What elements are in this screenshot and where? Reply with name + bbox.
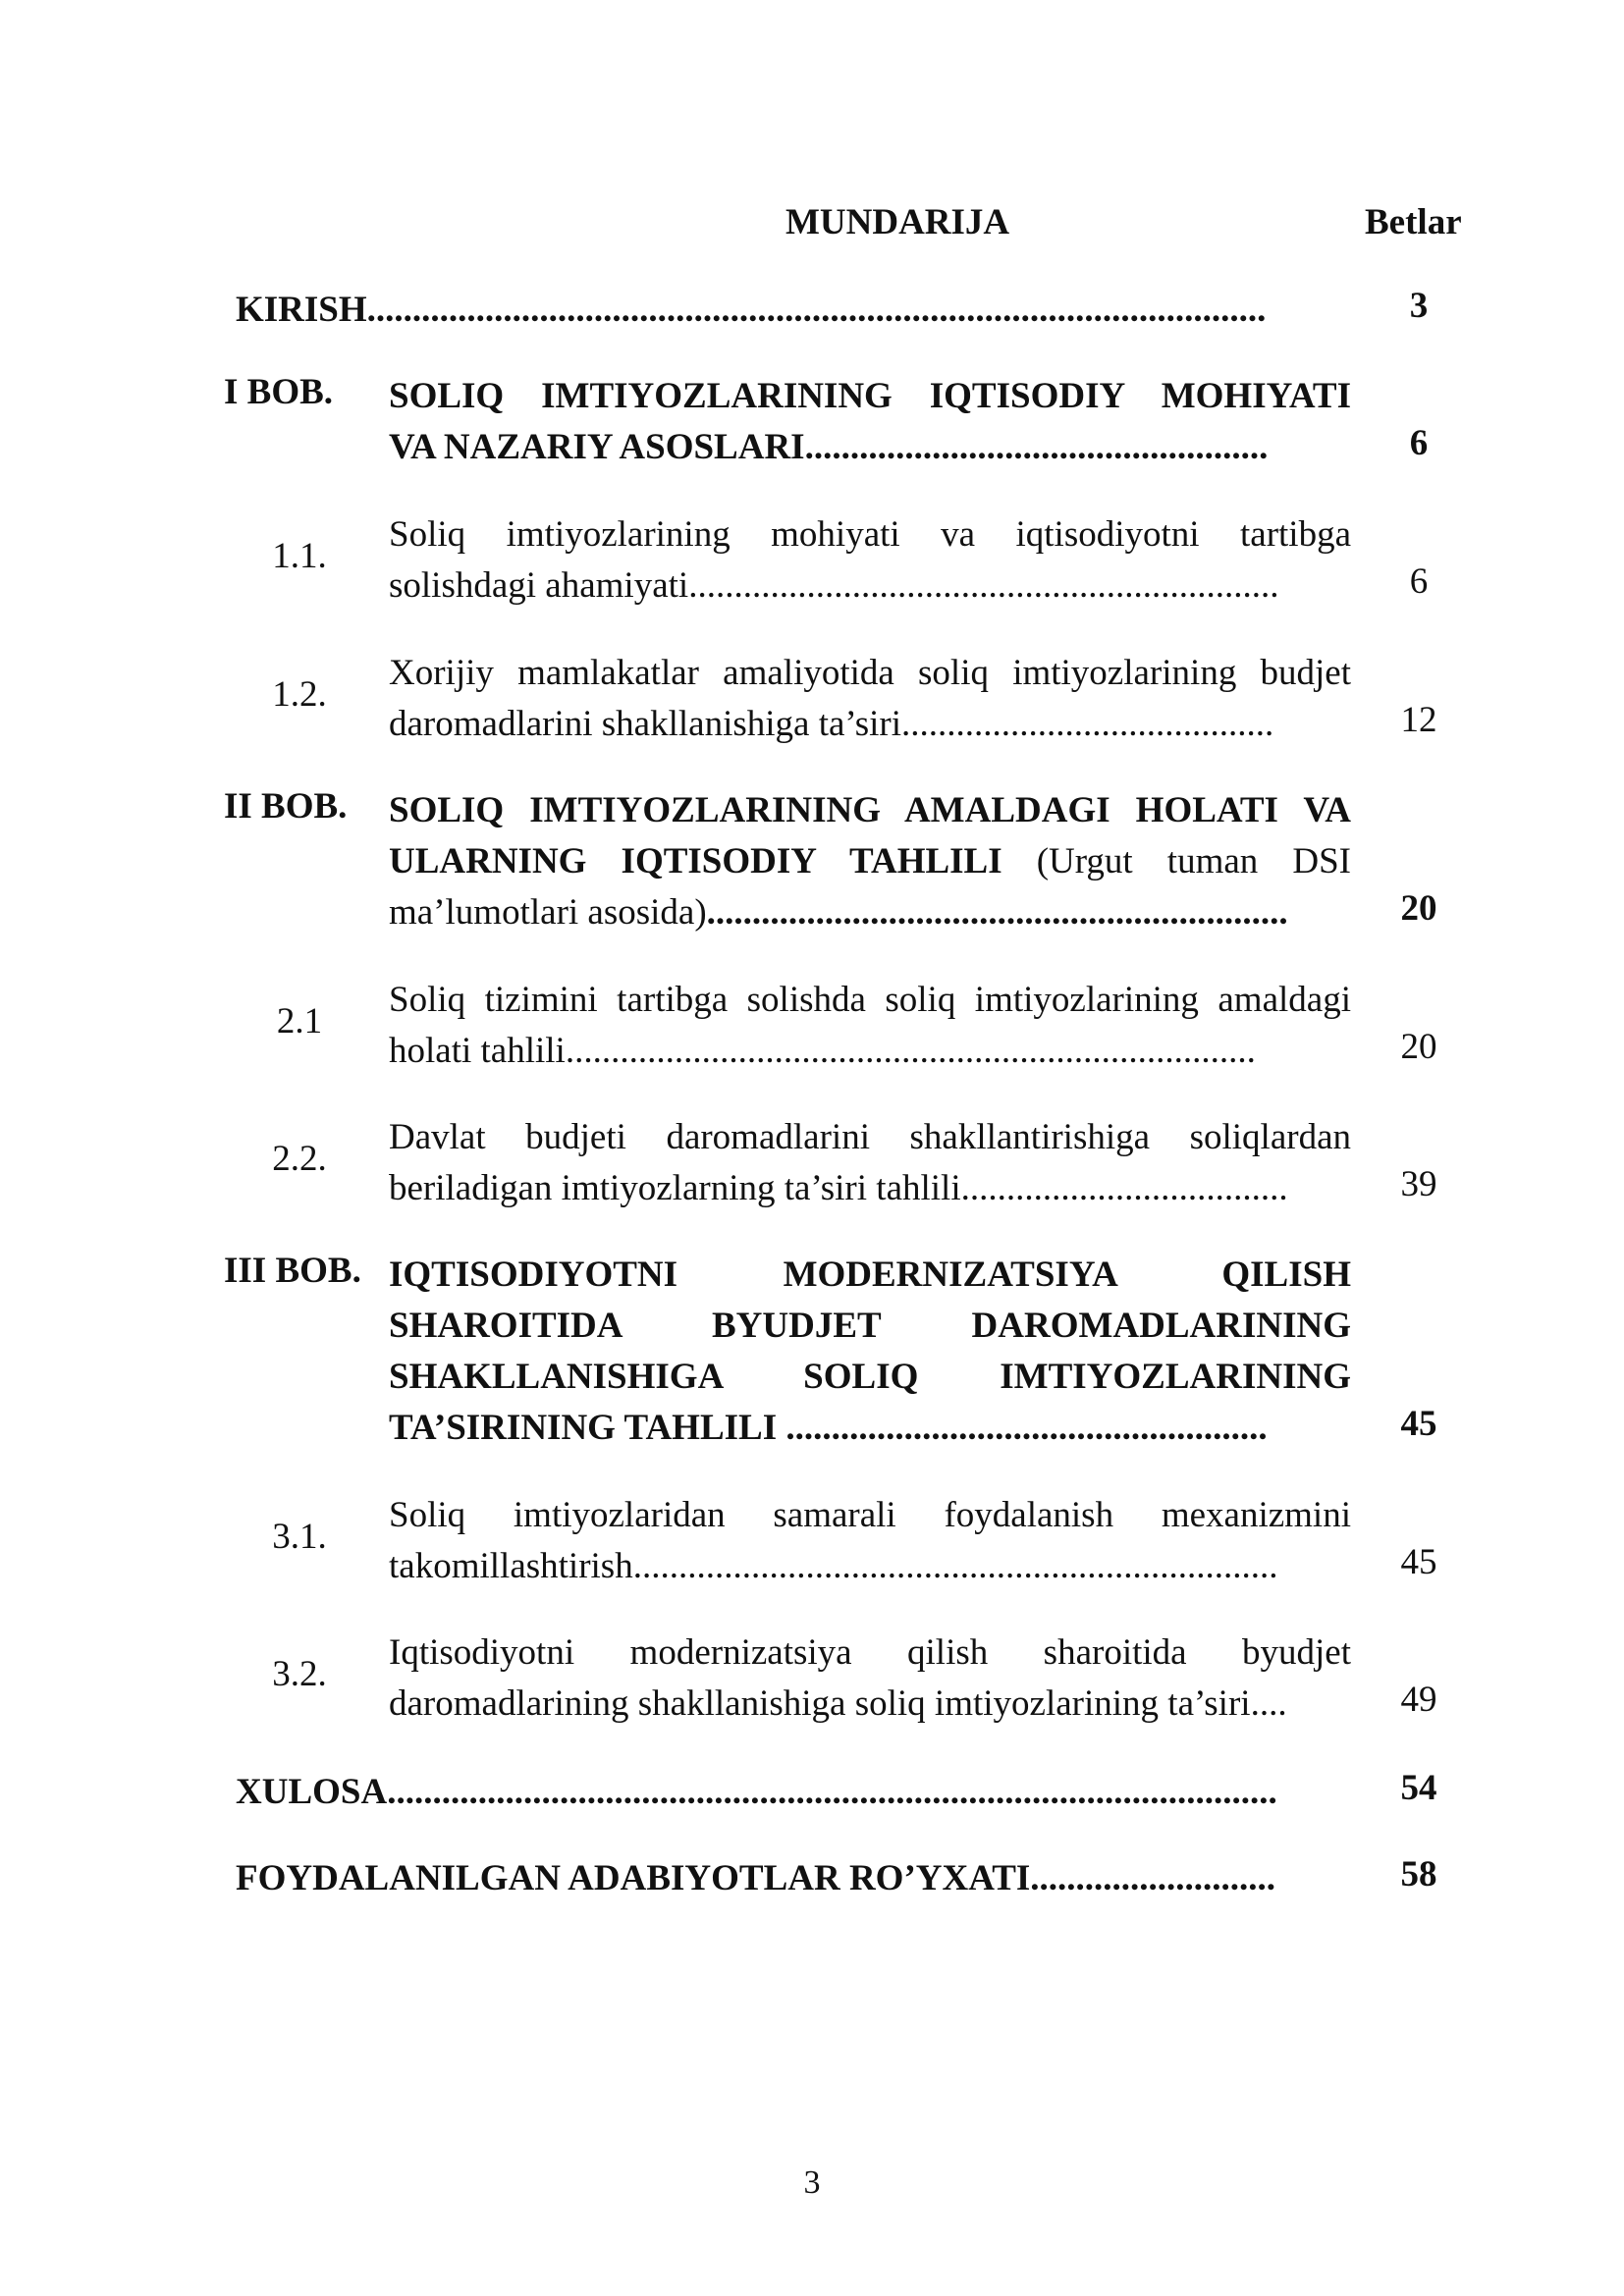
toc-header [0,201,1624,250]
leader-dots: ................................................................................................... [366,290,1267,330]
section-label: 1.2. [272,674,327,715]
entry-line: Xorijiy mamlakatlar amaliyotida soliq imtiyozlarining budjet [389,653,1351,693]
section-label: 3.2. [272,1654,327,1694]
leader-dots: ................................................................ [706,892,1288,933]
leader-dots: .................................................................................................. [387,1772,1277,1812]
entry-line: takomillashtirish [389,1546,633,1586]
entry-title: FOYDALANILGAN ADABIYOTLAR RO’YXATI [236,1858,1031,1898]
entry-line: IQTISODIYOTNI MODERNIZATSIYA QILISH [389,1255,1351,1295]
pages-column-header: Betlar [1365,202,1462,242]
section-label: 3.1. [272,1517,327,1557]
page-number: 45 [1400,1542,1437,1582]
section-label: 2.1 [276,1001,323,1041]
entry-line: holati tahlili [389,1031,566,1071]
entry-line: Soliq imtiyozlaridan samarali foydalanish mexanizmini [389,1495,1351,1535]
toc-title: MUNDARIJA [785,202,1010,242]
page-number: 49 [1400,1680,1437,1720]
entry-line: SHAKLLANISHIGA SOLIQ IMTIYOZLARINING [389,1357,1351,1397]
page-footer-number: 3 [803,2164,821,2201]
entry-line: SOLIQ IMTIYOZLARINING IQTISODIY MOHIYATI [389,376,1351,416]
leader-dots: ......................................... [900,704,1274,744]
page-number: 54 [1400,1768,1437,1808]
entry-line: solishdagi ahamiyati [389,565,689,606]
leader-dots: .... [1250,1683,1287,1724]
entry-line: daromadlarini shakllanishiga ta’siri [389,704,901,744]
section-label: 2.2. [272,1139,327,1179]
page-number: 3 [1409,286,1429,326]
entry-line: daromadlarining shakllanishiga soliq imtiyozlarining ta’siri [389,1683,1251,1724]
leader-dots: ................................................................. [688,565,1279,606]
leader-dots: .................................... [960,1168,1288,1208]
page-number: 45 [1400,1404,1437,1444]
entry-line: VA NAZARIY ASOSLARI [389,427,805,467]
entry-line: Soliq tizimini tartibga solishda soliq imtiyozlarining amaldagi [389,980,1351,1020]
page-number: 6 [1409,561,1429,602]
entry-line: TA’SIRINING TAHLILI [389,1408,786,1448]
page-number: 20 [1400,1027,1437,1067]
page-number: 58 [1400,1854,1437,1895]
entry-line: Iqtisodiyotni modernizatsiya qilish sharoitida byudjet [389,1632,1351,1673]
entry-line: ULARNING IQTISODIY TAHLILI [389,841,1002,881]
leader-dots: ..................................................... [785,1408,1268,1448]
leader-dots: ........................... [1030,1858,1276,1898]
entry-line: beriladigan imtiyozlarning ta’siri tahlili [389,1168,961,1208]
entry-title: XULOSA [236,1772,388,1812]
entry-line: Soliq imtiyozlarining mohiyati va iqtisodiyotni tartibga [389,514,1351,555]
page-number: 20 [1400,888,1437,929]
chapter-label: I BOB. [224,372,334,412]
leader-dots: ....................................................................... [632,1546,1278,1586]
leader-dots: ............................................................................ [565,1031,1256,1071]
entry-line-note: (Urgut tuman DSI [1001,841,1351,881]
page-number: 12 [1400,700,1437,740]
chapter-label: II BOB. [224,786,348,827]
entry-line: SHAROITIDA BYUDJET DAROMADLARINING [389,1306,1351,1346]
page-number: 39 [1400,1164,1437,1204]
section-label: 1.1. [272,536,327,576]
entry-line: SOLIQ IMTIYOZLARINING AMALDAGI HOLATI VA [389,790,1351,830]
entry-line: ma’lumotlari asosida) [389,892,707,933]
leader-dots: ................................................... [804,427,1269,467]
entry-line: Davlat budjeti daromadlarini shakllantirishiga soliqlardan [389,1117,1351,1157]
page-number: 6 [1409,423,1429,463]
entry-title: KIRISH [236,290,367,330]
chapter-label: III BOB. [224,1251,361,1291]
